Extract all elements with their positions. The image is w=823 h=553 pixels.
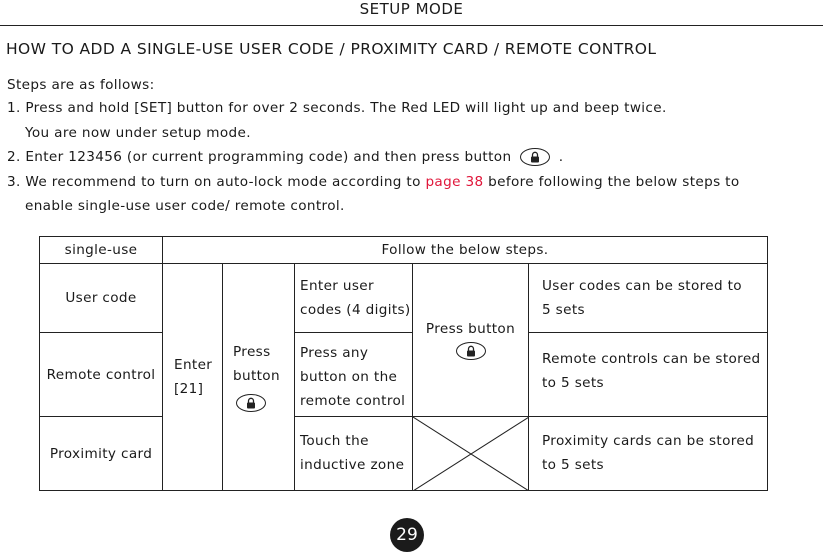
press-button-cell: [223, 264, 295, 491]
page-38-link[interactable]: page 38: [425, 174, 484, 190]
action-text: remote control: [300, 393, 406, 409]
result-text: User codes can be stored to: [542, 278, 742, 294]
result-remote-control: [529, 333, 768, 417]
steps-intro: Steps are as follows:: [7, 77, 155, 93]
table-header-single-use: single-use: [40, 237, 163, 264]
step-1-line-2: You are now under setup mode.: [25, 125, 251, 141]
cross-mark: [413, 417, 529, 491]
press-label: Press: [233, 343, 271, 360]
lock-icon: [456, 342, 486, 360]
button-label: button: [233, 367, 280, 384]
result-user-code: [529, 264, 768, 333]
section-title: HOW TO ADD A SINGLE-USE USER CODE / PROXIMITY CARD / REMOTE CONTROL: [6, 40, 657, 58]
result-text: to 5 sets: [542, 375, 604, 391]
page-number-badge: 29: [390, 518, 424, 552]
action-text: Enter user: [300, 278, 374, 294]
step-3-line-1: [7, 173, 740, 191]
step-3-text-after: before following the below steps to: [488, 174, 740, 190]
action-text: inductive zone: [300, 457, 405, 473]
steps-table: [39, 236, 768, 491]
action-text: button on the: [300, 369, 398, 385]
action-remote-control: [295, 333, 413, 417]
press-button-lock-cell: [413, 264, 529, 417]
action-text: Press any: [300, 345, 369, 361]
row-label-user-code: User code: [40, 264, 163, 333]
action-proximity-card: [295, 417, 413, 491]
action-text: Touch the: [300, 433, 369, 449]
press-button-label: Press button: [425, 320, 516, 337]
action-text: codes (4 digits): [300, 302, 411, 318]
action-user-code: [295, 264, 413, 333]
row-label-proximity-card: Proximity card: [40, 417, 163, 491]
header-title: SETUP MODE: [359, 0, 464, 18]
result-text: Proximity cards can be stored: [542, 433, 755, 449]
not-applicable-cell: [413, 417, 529, 491]
result-proximity-card: [529, 417, 768, 491]
step-2-text: 2. Enter 123456 (or current programming code) and then press button: [7, 149, 512, 165]
step-3-text: 3. We recommend to turn on auto-lock mode according to: [7, 174, 421, 190]
step-2: [7, 148, 563, 166]
enter-21-cell: [163, 264, 223, 491]
row-label-remote-control: Remote control: [40, 333, 163, 417]
step-1-line-1: 1. Press and hold [SET] button for over 2 seconds. The Red LED will light up and beep twice.: [7, 100, 667, 116]
result-text: 5 sets: [542, 302, 585, 318]
enter-label: Enter: [174, 357, 213, 373]
enter-code: [21]: [174, 381, 204, 397]
table-header-steps: Follow the below steps.: [163, 237, 768, 264]
result-text: Remote controls can be stored: [542, 351, 761, 367]
result-text: to 5 sets: [542, 457, 604, 473]
lock-icon: [520, 148, 550, 166]
lock-icon: [236, 394, 266, 412]
step-2-end: .: [558, 149, 564, 165]
header-rule: [0, 25, 823, 26]
step-3-line-2: enable single-use user code/ remote control.: [25, 198, 345, 214]
